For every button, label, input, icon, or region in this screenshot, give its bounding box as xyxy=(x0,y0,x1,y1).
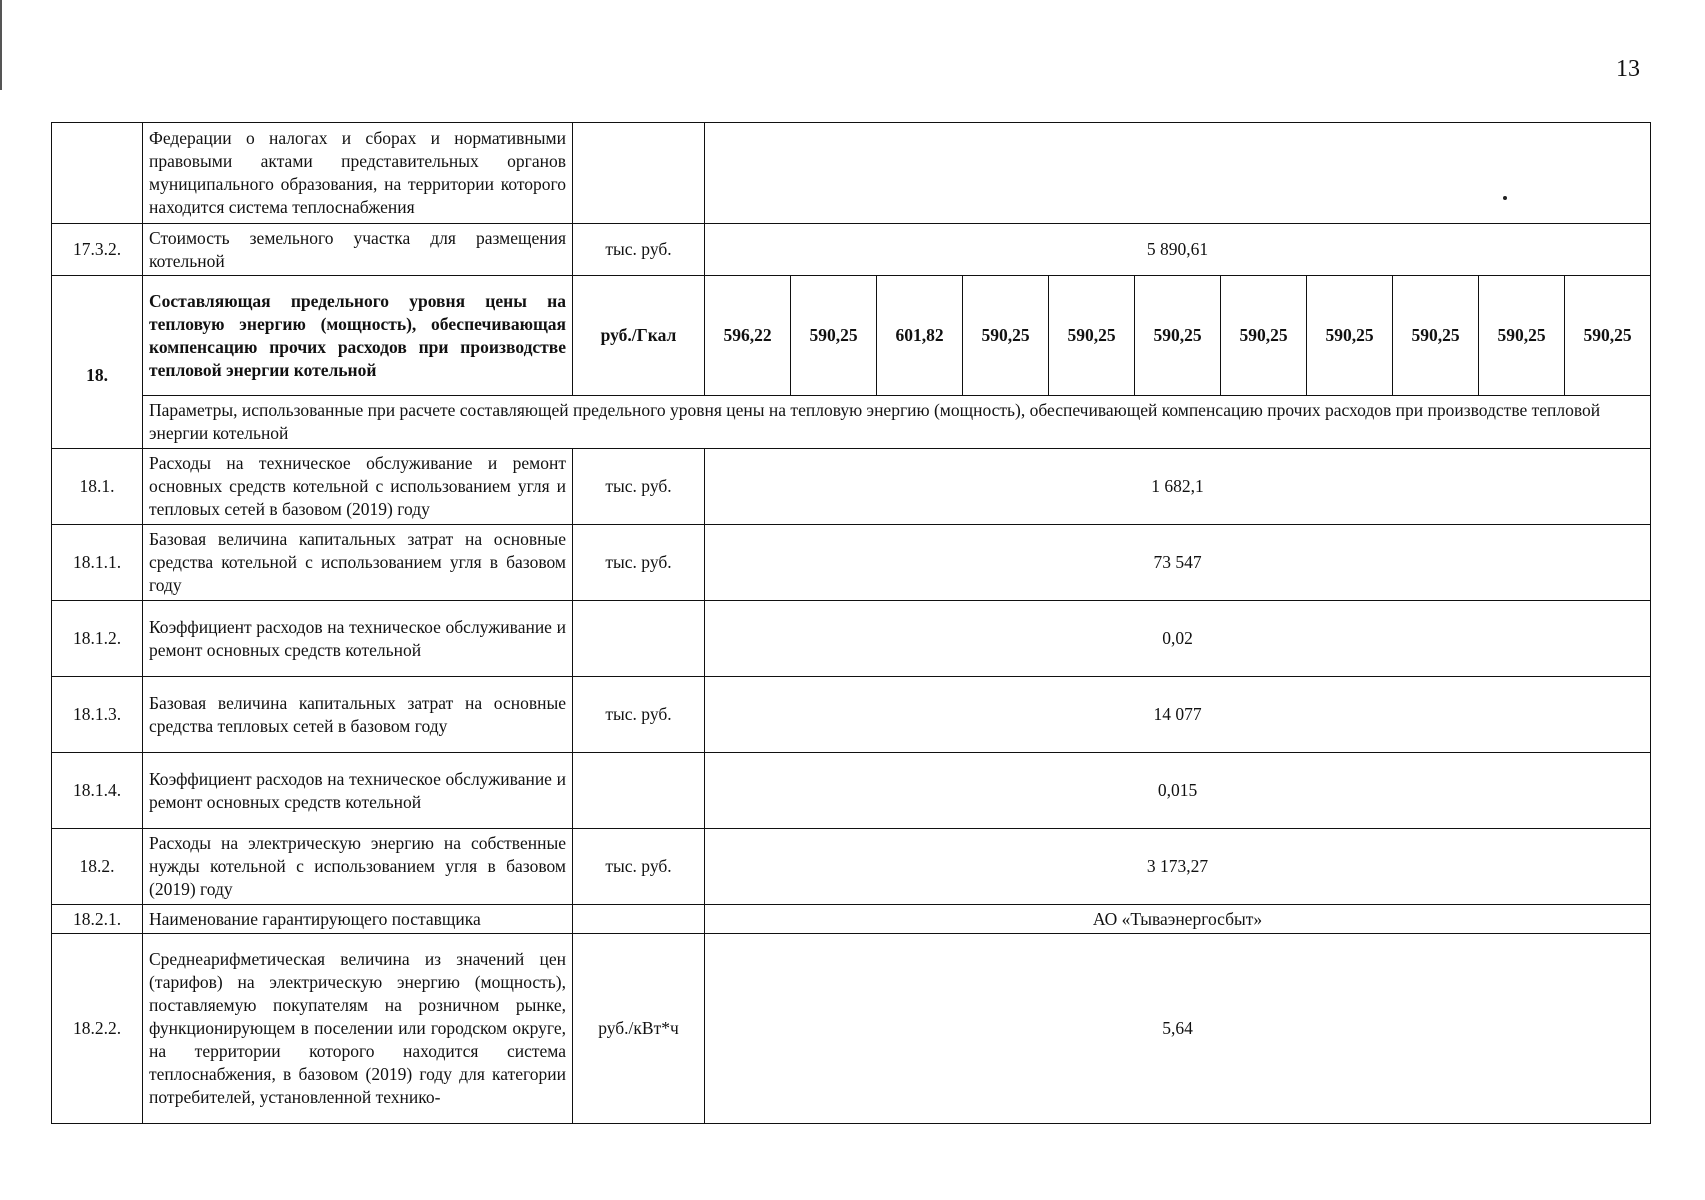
table-row xyxy=(52,601,1651,677)
tariff-parameters-table xyxy=(51,122,1651,1124)
row-description: Наименование гарантирующего поставщика xyxy=(143,905,573,934)
row-unit: руб./кВт*ч xyxy=(573,934,705,1124)
row-unit xyxy=(573,601,705,677)
row-value: 73 547 xyxy=(705,525,1651,601)
table-row xyxy=(52,449,1651,525)
row-number xyxy=(52,123,143,224)
row-unit: тыс. руб. xyxy=(573,224,705,276)
row-description: Стоимость земельного участка для размещения котельной xyxy=(143,224,573,276)
row-unit: тыс. руб. xyxy=(573,829,705,905)
row-number: 18.2.2. xyxy=(52,934,143,1124)
row-value: 5 890,61 xyxy=(705,224,1651,276)
row-unit xyxy=(573,753,705,829)
row-value: 14 077 xyxy=(705,677,1651,753)
table-row xyxy=(52,123,1651,224)
row-value: 0,02 xyxy=(705,601,1651,677)
row-number: 18. xyxy=(52,276,143,449)
value-cell: 590,25 xyxy=(1565,276,1651,396)
row-number: 18.1.2. xyxy=(52,601,143,677)
value-cell: 590,25 xyxy=(1479,276,1565,396)
row-unit xyxy=(573,905,705,934)
row-description: Составляющая предельного уровня цены на тепловую энергию (мощность), обеспечивающая компенсацию прочих расходов при производстве тепловой энергии котельной xyxy=(143,276,573,396)
row-description: Коэффициент расходов на техническое обслуживание и ремонт основных средств котельной xyxy=(143,601,573,677)
table-row xyxy=(52,276,1651,396)
value-cell: 590,25 xyxy=(1049,276,1135,396)
row-number: 18.1.3. xyxy=(52,677,143,753)
parameters-heading: Параметры, использованные при расчете составляющей предельного уровня цены на тепловую энергию (мощность), обеспечивающей компенсацию прочих расходов при производстве тепловой энергии котельной xyxy=(143,396,1651,449)
row-description: Коэффициент расходов на техническое обслуживание и ремонт основных средств котельной xyxy=(143,753,573,829)
row-unit: тыс. руб. xyxy=(573,525,705,601)
value-cell: 590,25 xyxy=(963,276,1049,396)
row-description: Расходы на электрическую энергию на собственные нужды котельной с использованием угля в базовом (2019) году xyxy=(143,829,573,905)
row-unit: руб./Гкал xyxy=(573,276,705,396)
row-value: 5,64 xyxy=(705,934,1651,1124)
row-number: 18.2.1. xyxy=(52,905,143,934)
row-value xyxy=(705,123,1651,224)
row-description: Базовая величина капитальных затрат на основные средства тепловых сетей в базовом году xyxy=(143,677,573,753)
row-description: Базовая величина капитальных затрат на основные средства котельной с использованием угля в базовом году xyxy=(143,525,573,601)
row-value: 0,015 xyxy=(705,753,1651,829)
table-row xyxy=(52,224,1651,276)
row-number: 18.2. xyxy=(52,829,143,905)
row-value: 3 173,27 xyxy=(705,829,1651,905)
value-cell: 590,25 xyxy=(1135,276,1221,396)
value-cell: 590,25 xyxy=(1393,276,1479,396)
page-number: 13 xyxy=(1616,56,1640,82)
row-description: Федерации о налогах и сборах и нормативными правовыми актами представительных органов муниципального образования, на территории которого находится система теплоснабжения xyxy=(143,123,573,224)
table-row xyxy=(52,677,1651,753)
row-unit xyxy=(573,123,705,224)
row-description: Среднеарифметическая величина из значений цен (тарифов) на электрическую энергию (мощность), поставляемую покупателям на розничном рынке, функционирующем в поселении или городском округе, на территории которого находится система теплоснабжения, в базовом (2019) году для категории потребителей, установленной технико- xyxy=(143,934,573,1124)
row-value: 1 682,1 xyxy=(705,449,1651,525)
value-cell: 590,25 xyxy=(1221,276,1307,396)
row-unit: тыс. руб. xyxy=(573,677,705,753)
value-cell: 596,22 xyxy=(705,276,791,396)
value-cell: 590,25 xyxy=(1307,276,1393,396)
row-unit: тыс. руб. xyxy=(573,449,705,525)
table-row xyxy=(52,934,1651,1124)
row-value: АО «Тываэнергосбыт» xyxy=(705,905,1651,934)
table-row xyxy=(52,396,1651,449)
row-number: 18.1.4. xyxy=(52,753,143,829)
value-cell: 601,82 xyxy=(877,276,963,396)
scan-edge xyxy=(0,0,2,90)
table-row xyxy=(52,525,1651,601)
table-row xyxy=(52,829,1651,905)
table-row xyxy=(52,905,1651,934)
row-number: 18.1.1. xyxy=(52,525,143,601)
value-cell: 590,25 xyxy=(791,276,877,396)
row-description: Расходы на техническое обслуживание и ремонт основных средств котельной с использованием угля и тепловых сетей в базовом (2019) году xyxy=(143,449,573,525)
row-number: 17.3.2. xyxy=(52,224,143,276)
row-number: 18.1. xyxy=(52,449,143,525)
table-row xyxy=(52,753,1651,829)
